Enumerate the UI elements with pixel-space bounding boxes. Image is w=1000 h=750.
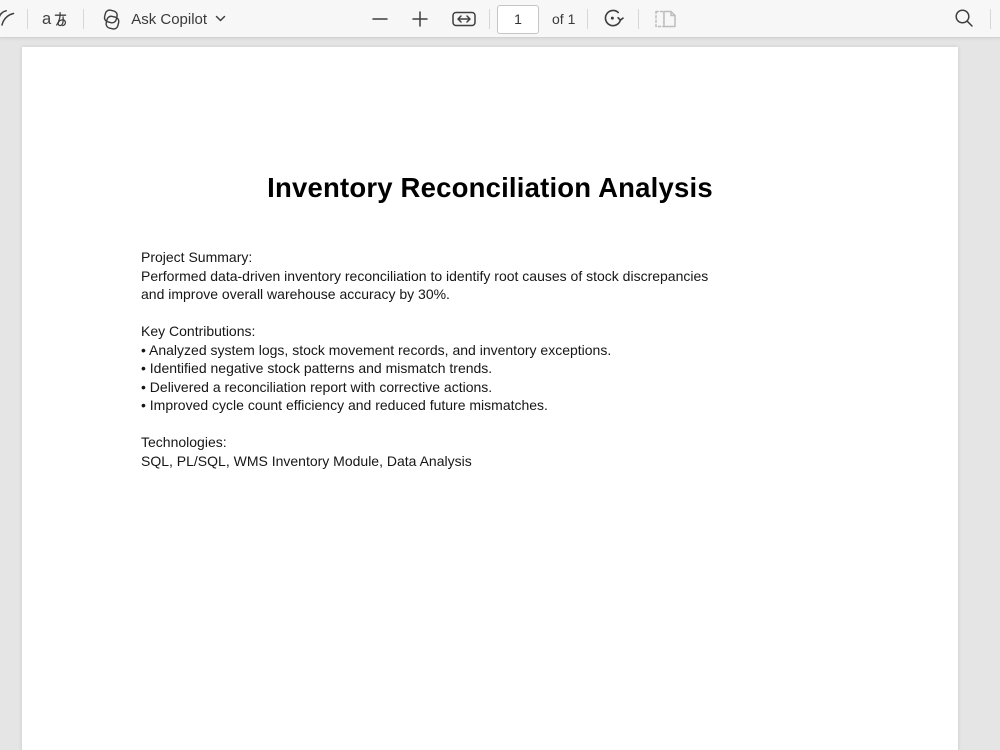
ask-copilot-button[interactable]: [100, 3, 226, 35]
project-summary-heading: Project Summary:: [141, 249, 253, 265]
zoom-out-button[interactable]: [368, 3, 392, 35]
two-page-view-icon: [651, 7, 679, 31]
bullet-item: • Improved cycle count efficiency and reduced future mismatches.: [141, 397, 548, 413]
chevron-down-icon: [215, 15, 226, 23]
ask-copilot-label: Ask Copilot: [131, 10, 208, 28]
search-icon: [952, 7, 976, 31]
toolbar-right-group: [952, 0, 1000, 38]
toolbar-divider: [638, 9, 639, 29]
toolbar-divider: [83, 9, 84, 29]
document-title: Inventory Reconciliation Analysis: [267, 172, 713, 203]
minus-icon: [368, 7, 392, 31]
plus-icon: [408, 7, 432, 31]
toolbar-divider: [587, 9, 588, 29]
key-contributions-section: [141, 322, 898, 415]
toolbar-center-group: [368, 0, 679, 38]
bullet-item: • Analyzed system logs, stock movement records, and inventory exceptions.: [141, 341, 612, 358]
toolbar-divider: [489, 9, 490, 29]
technologies-section: [141, 433, 898, 470]
key-contributions-heading: Key Contributions:: [141, 323, 256, 339]
page-view-button[interactable]: [651, 3, 679, 35]
toolbar-edge-spacer: [991, 19, 1000, 20]
zoom-in-button[interactable]: [408, 3, 432, 35]
translate-button[interactable]: [42, 3, 69, 35]
search-button[interactable]: [952, 3, 976, 35]
rotate-button[interactable]: [600, 3, 626, 35]
rotate-icon: [600, 6, 626, 32]
translate-latin-a: a: [42, 9, 52, 28]
fit-to-width-button[interactable]: [450, 3, 478, 35]
hiragana-a-icon: [51, 10, 69, 28]
pdf-toolbar: [0, 0, 1000, 38]
bullet-item: • Identified negative stock patterns and mismatch trends.: [141, 360, 493, 376]
bullet-item: • Delivered a reconciliation report with corrective actions.: [141, 378, 493, 395]
pdf-page: [22, 47, 958, 750]
toolbar-left-group: [0, 0, 226, 38]
copilot-icon: [100, 8, 123, 31]
toolbar-divider: [27, 9, 28, 29]
project-summary-section: [141, 248, 898, 304]
technologies-heading: Technologies:: [141, 434, 227, 450]
document-body: [141, 248, 898, 470]
fit-to-width-icon: [450, 7, 478, 31]
page-number-input[interactable]: [497, 5, 539, 34]
pdf-viewer-area: [0, 39, 1000, 750]
doc-line: Performed data-driven inventory reconciliation to identify root causes of stock discrepancies: [141, 267, 709, 284]
page-count-label: of 1: [552, 11, 576, 27]
read-aloud-button[interactable]: [0, 3, 17, 35]
doc-line: SQL, PL/SQL, WMS Inventory Module, Data Analysis: [141, 452, 472, 469]
doc-line: and improve overall warehouse accuracy by 30%.: [141, 286, 450, 302]
